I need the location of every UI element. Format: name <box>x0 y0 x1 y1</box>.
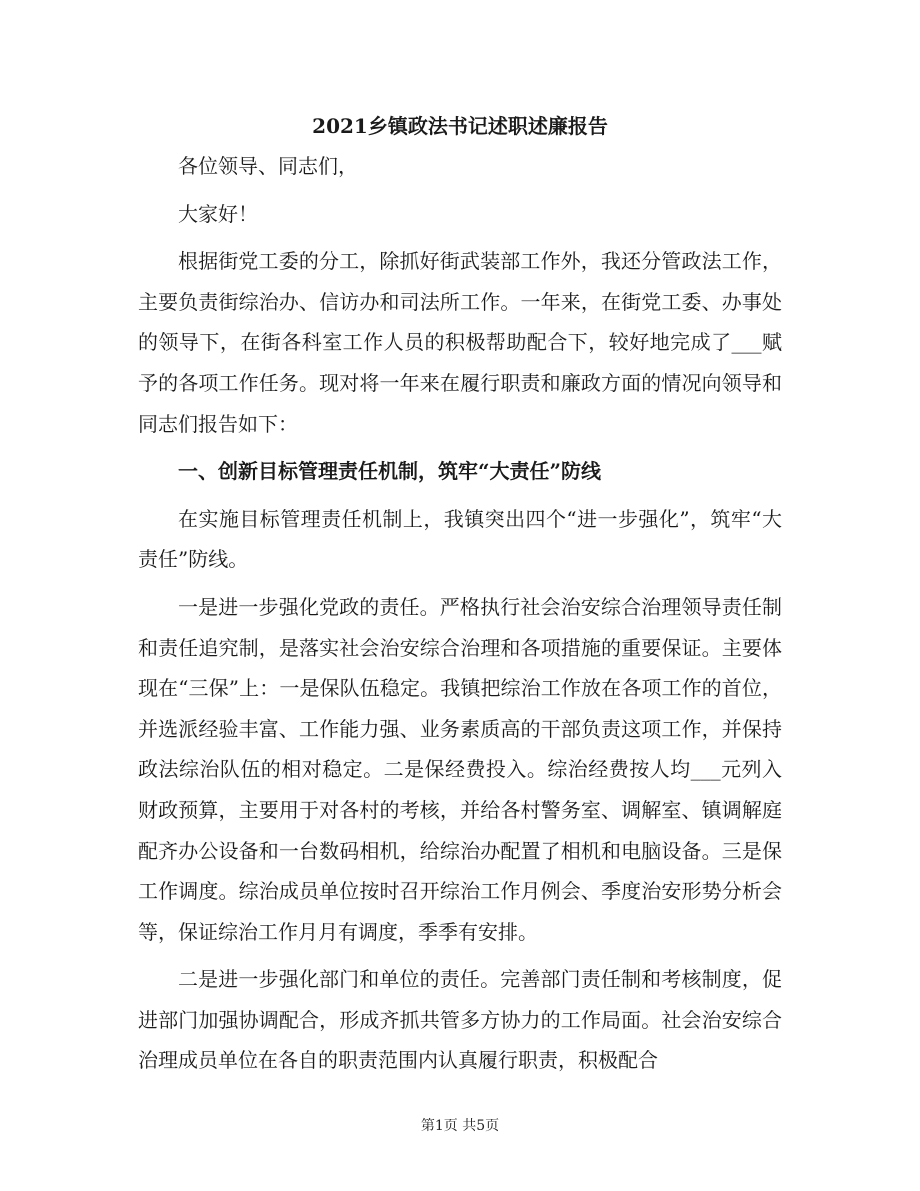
page-number-footer: 第1页 共5页 <box>420 1118 500 1134</box>
section-heading: 一、创新目标管理责任机制，筑牢“大责任”防线 <box>178 459 602 484</box>
paragraph-section-intro: 在实施目标管理责任机制上，我镇突出四个“进一步强化”，筑牢“大责任”防线。 <box>138 506 782 572</box>
paragraph-greeting: 大家好！ <box>178 201 258 226</box>
paragraph-department-responsibility: 二是进一步强化部门和单位的责任。完善部门责任制和考核制度，促进部门加强协调配合，形成齐抓共管多方协力的工作局面。社会治安综合治理成员单位在各自的职责范围内认真履行职责，积极配合 <box>138 967 782 1073</box>
paragraph-intro: 根据街党工委的分工，除抓好街武装部工作外，我还分管政法工作，主要负责街综治办、信访办和司法所工作。一年来，在街党工委、办事处的领导下，在街各科室工作人员的积极帮助配合下，较好地完成了___赋予的各项工作任务。现对将一年来在履行职责和廉政方面的情况向领导和同志们报告如下： <box>138 249 782 436</box>
document-body <box>138 146 782 1088</box>
document-title: 2021乡镇政法书记述职述廉报告 <box>312 114 608 138</box>
paragraph-salutation: 各位领导、同志们， <box>178 154 358 178</box>
paragraph-party-responsibility: 一是进一步强化党政的责任。严格执行社会治安综合治理领导责任制和责任追究制，是落实社会治安综合治理和各项措施的重要保证。主要体现在“三保”上：一是保队伍稳定。我镇把综治工作放在各项工作的首位，并选派经验丰富、工作能力强、业务素质高的干部负责这项工作，并保持政法综治队伍的相对稳定。二是保经费投入。综治经费按人均___元列入财政预算，主要用于对各村的考核，并给各村警务室、调解室、镇调解庭配齐办公设备和一台数码相机，给综治办配置了相机和电脑设备。三是保工作调度。综治成员单位按时召开综治工作月例会、季度治安形势分析会等，保证综治工作月月有调度，季季有安排。 <box>138 594 782 944</box>
